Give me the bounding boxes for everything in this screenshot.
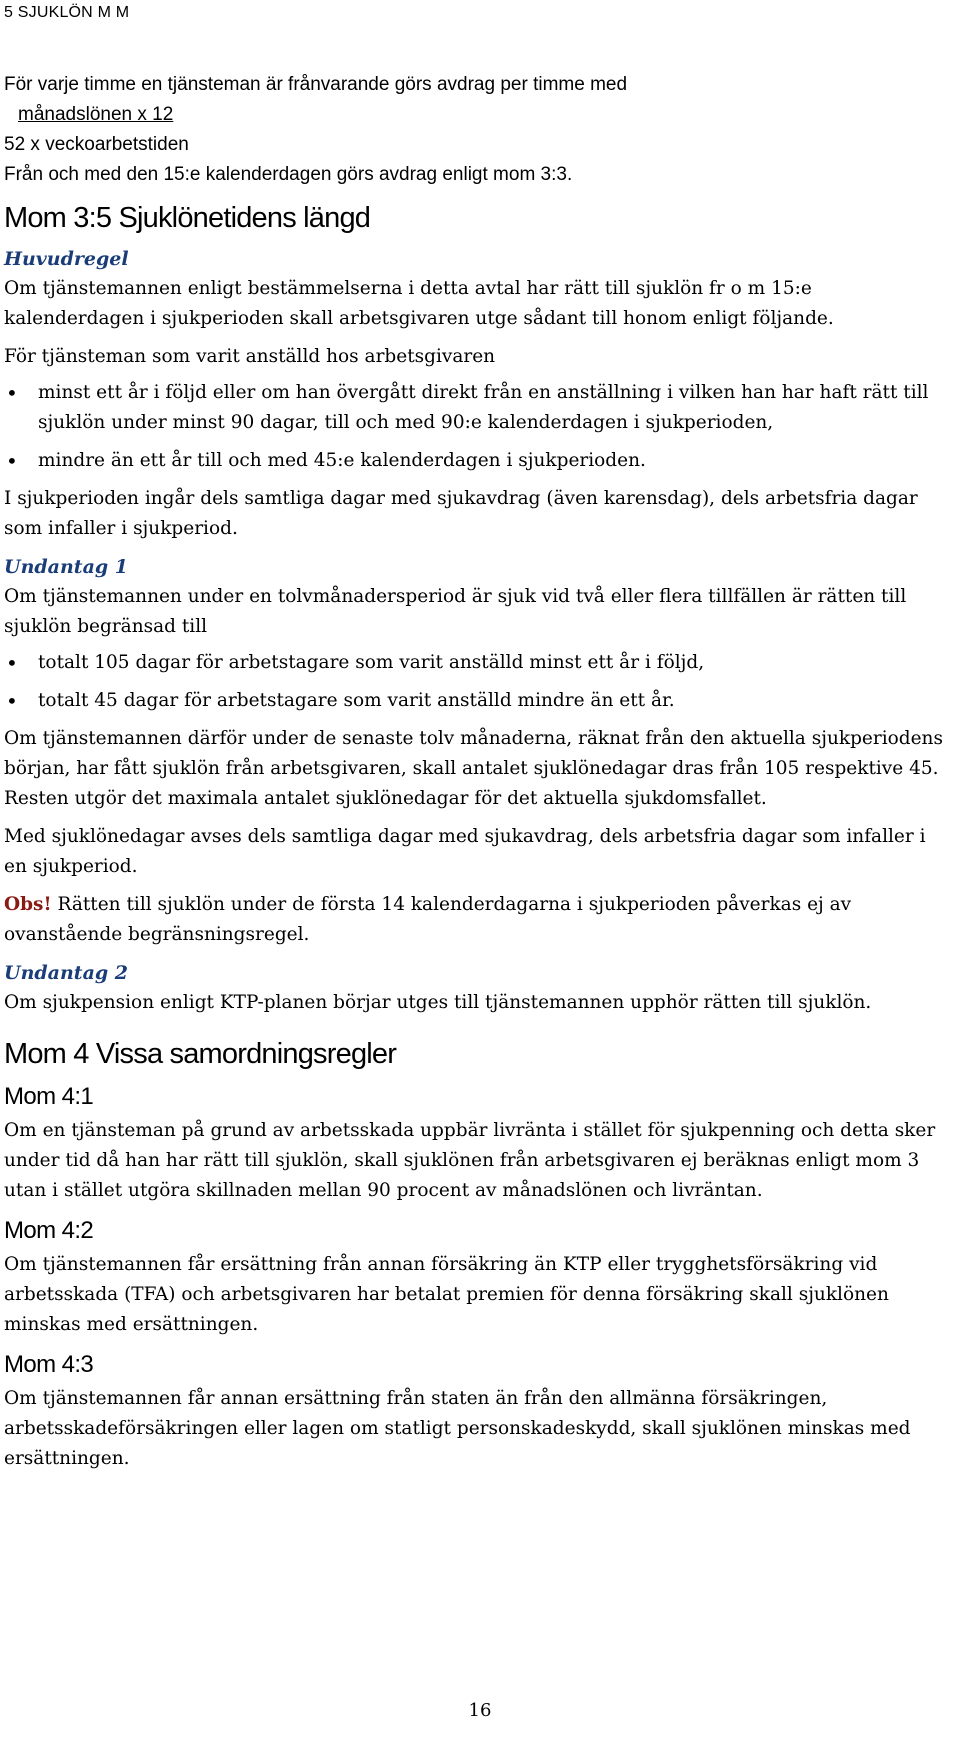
page-content [4, 70, 952, 1474]
fraction-numerator: månadslönen x 12 [18, 104, 174, 125]
section-heading-mom-3-5: Mom 3:5 Sjuklönetidens längd [4, 202, 371, 234]
paragraph: Om tjänstemannen under en tolvmånadersperiod är sjuk vid två eller flera tillfällen är rätten till sjuklön begränsad till [4, 586, 907, 637]
formula-fraction [4, 100, 952, 160]
subsection-heading-mom-4-1: Mom 4:1 [4, 1083, 94, 1110]
subsection-heading-mom-4-3: Mom 4:3 [4, 1351, 94, 1378]
list-item: • mindre än ett år till och med 45:e kalenderdagen i sjukperioden. [4, 446, 952, 476]
obs-paragraph [4, 890, 952, 950]
intro-paragraph-2: Från och med den 15:e kalenderdagen görs avdrag enligt mom 3:3. [4, 164, 573, 185]
subheading-undantag-1: Undantag 1 [4, 556, 129, 578]
paragraph: Om en tjänsteman på grund av arbetsskada uppbär livränta i stället för sjukpenning och detta sker under tid då han har rätt till sjuklön, skall sjuklönen från arbetsgivaren ej beräknas enligt mom 3 utan i stället utgöra skillnaden mellan 90 procent av månadslönen och livräntan. [4, 1120, 936, 1201]
running-header: 5 SJUKLÖN M M [4, 4, 130, 21]
bullet-list [4, 648, 952, 716]
paragraph: För tjänsteman som varit anställd hos arbetsgivaren [4, 346, 496, 367]
subheading-huvudregel: Huvudregel [4, 248, 129, 270]
subheading-undantag-2: Undantag 2 [4, 962, 129, 984]
intro-paragraph: För varje timme en tjänsteman är frånvarande görs avdrag per timme med [4, 74, 628, 95]
paragraph: Om sjukpension enligt KTP-planen börjar utges till tjänstemannen upphör rätten till sjuklön. [4, 992, 872, 1013]
bullet-list [4, 378, 952, 476]
subsection-heading-mom-4-2: Mom 4:2 [4, 1217, 94, 1244]
paragraph: Om tjänstemannen enligt bestämmelserna i detta avtal har rätt till sjuklön fr o m 15:e kalenderdagen i sjukperioden skall arbetsgivaren utge sådant till honom enligt följande. [4, 278, 834, 329]
obs-text: Rätten till sjuklön under de första 14 kalenderdagarna i sjukperioden påverkas ej av ovanstående begränsningsregel. [4, 894, 852, 945]
paragraph: Om tjänstemannen därför under de senaste tolv månaderna, räknat från den aktuella sjukperiodens början, har fått sjuklön från arbetsgivaren, skall antalet sjuklönedagar dras från 105 respektive 45. Resten utgör det maximala antalet sjuklönedagar för det aktuella sjukdomsfallet. [4, 728, 943, 809]
paragraph: Med sjuklönedagar avses dels samtliga dagar med sjukavdrag, dels arbetsfria dagar som infaller i en sjukperiod. [4, 826, 926, 877]
fraction-denominator: 52 x veckoarbetstiden [4, 134, 189, 155]
paragraph: Om tjänstemannen får annan ersättning från staten än från den allmänna försäkringen, arbetsskadeförsäkringen eller lagen om statligt personskadeskydd, skall sjuklönen minskas med ersättningen. [4, 1388, 911, 1469]
page-number: 16 [468, 1700, 492, 1721]
paragraph: I sjukperioden ingår dels samtliga dagar med sjukavdrag (även karensdag), dels arbetsfria dagar som infaller i sjukperiod. [4, 488, 918, 539]
list-item: • totalt 45 dagar för arbetstagare som varit anställd mindre än ett år. [4, 686, 952, 716]
list-item: • minst ett år i följd eller om han övergått direkt från en anställning i vilken han har haft rätt till sjuklön under minst 90 dagar, till och med 90:e kalenderdagen i sjukperioden, [4, 378, 952, 438]
paragraph: Om tjänstemannen får ersättning från annan försäkring än KTP eller trygghetsförsäkring vid arbetsskada (TFA) och arbetsgivaren har betalat premien för denna försäkring skall sjuklönen minskas med ersättningen. [4, 1254, 889, 1335]
obs-label: Obs! [4, 894, 52, 915]
list-item: • totalt 105 dagar för arbetstagare som varit anställd minst ett år i följd, [4, 648, 952, 678]
section-heading-mom-4: Mom 4 Vissa samordningsregler [4, 1038, 397, 1070]
